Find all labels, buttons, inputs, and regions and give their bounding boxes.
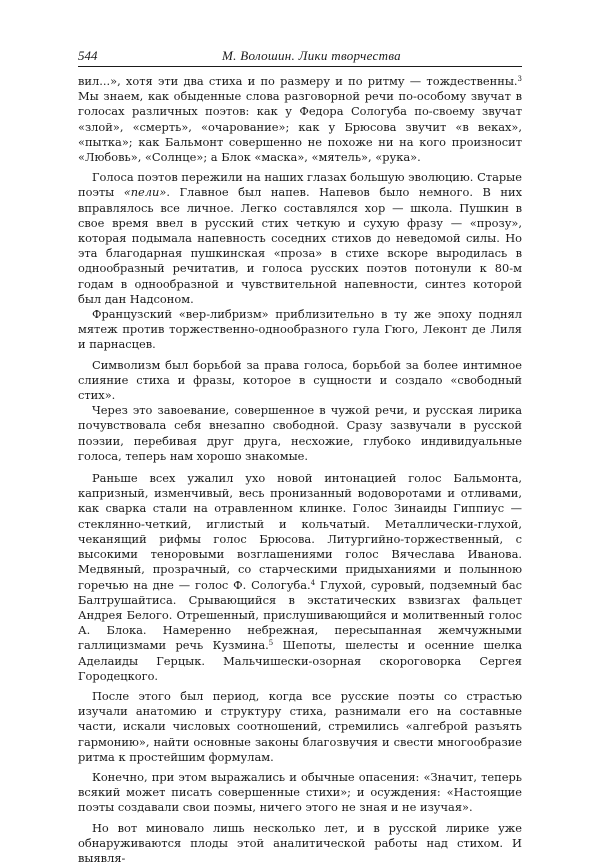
- paragraph-text: вил...», хотя эти два стиха и по размеру и по ритму — тождественны.: [78, 74, 518, 88]
- footnote-ref: 3: [517, 75, 522, 83]
- header-rule: [78, 66, 522, 67]
- footnote-ref: 5: [268, 639, 274, 648]
- paragraph-text: Шепоты, шелесты и осенние шелка Аделаиды Герцык. Мальчишески-озорная скороговорка Сергея Городецкого.: [78, 638, 523, 683]
- paragraph-text: Глухой, суровый, подземный бас Балтрушайтиса. Срывающийся в экстатических взвизгах фальцет Андрея Белого. Отрешенный, прислушивающийся и молитвенный голос А. Блока. Намеренно небрежная, пересыпанная жемчужными галлицизмами речь Кузмина.: [78, 577, 522, 653]
- paragraph-text: Мы знаем, как обыденные слова разговорной речи по-особому звучат в голосах различных поэтов: как у Федора Сологуба по-своему звучат «злой», «смерть», «очарование»; как у Брюсова звучит «в веках», «пытка»; как Бальмонт совершенно не похоже ни на кого произносит «Любовь», «Солнце»; а Блок «маска», «мятель», «рука».: [78, 89, 522, 165]
- paragraph-text: Голоса поэтов пережили на наших глазах большую эволюцию. Старые поэты: [78, 170, 522, 200]
- page-number: 544: [78, 48, 98, 63]
- paragraph-7: После этого был период, когда все русские поэты со страстью изучали анатомию и структуру стиха, разнимали его на составные части, искали числовых соотношений, стремились «алгеброй разъять гармонию», найти основные законы благозвучия и свести многообразие ритма к простейшим формулам.: [78, 688, 522, 764]
- paragraph-9: Но вот миновало лишь несколько лет, и в русской лирике уже обнаруживаются плоды этой аналитической работы над стихом. И выявля-: [78, 820, 522, 865]
- footnote-ref: 4: [310, 578, 316, 587]
- paragraph-5: Через это завоевание, совершенное в чужой речи, и русская лирика почувствовала себя внезапно свободной. Сразу зазвучали в русской поэзии, перебивая друг друга, несхожие, глубоко индивидуальные голоса, теперь нам хорошо знакомые.: [78, 403, 522, 463]
- paragraph-text: Раньше всех ужалил ухо новой интонацией голос Бальмонта, капризный, изменчивый, весь пронизанный водоворотами и отливами, как сварка стали на отравленном клинке. Голос Зинаиды Гиппиус — стеклянно-четкий, иглистый и кольчатый. Металлически-глухой, чеканящий рифмы голос Брюсова. Литургийно-торжественный, с высокими теноровыми возглашениями голос Вячеслава Иванова. Медвяный, прозрачный, со старческими придыханиями и полынною горечью на дне — голос Ф. Сологуба.: [78, 471, 522, 592]
- paragraph-3: Французский «вер-либризм» приблизительно в ту же эпоху поднял мятеж против торжественно-однообразного гула Гюго, Леконт де Лиля и парнасцев.: [78, 307, 522, 352]
- body-text: [78, 74, 522, 866]
- paragraph-1: [78, 74, 522, 165]
- paragraph-8: Конечно, при этом выражались и обычные опасения: «Значит, теперь всякий может писать совершенные стихи»; и осуждения: «Настоящие поэты создавали свои поэмы, ничего этого не зная и не изучая».: [78, 769, 522, 815]
- paragraph-6: [78, 471, 522, 684]
- running-head: [78, 46, 522, 66]
- paragraph-2: [78, 170, 522, 307]
- running-title: М. Волошин. Лики творчества: [222, 48, 401, 63]
- paragraph-text: . Главное был напев. Напевов было немного. В них вправлялось все личное. Легко составлялся хор — школа. Пушкин в свое время ввел в русский стих четкую и сухую фразу — «прозу», которая подымала напевность соседних стихов до неведомой силы. Но эта благодарная пушкинская «проза» в стихе вскоре выродилась в однообразный речитатив, и голоса русских поэтов потонули к 80-м годам в однообразной и чувствительной напевности, синтез которой был дан Надсоном.: [78, 185, 522, 306]
- emphasis-text: «пели»: [123, 185, 167, 200]
- paragraph-4: Символизм был борьбой за права голоса, борьбой за более интимное слияние стиха и фразы, которое в сущности и создало «свободный стих».: [78, 357, 522, 403]
